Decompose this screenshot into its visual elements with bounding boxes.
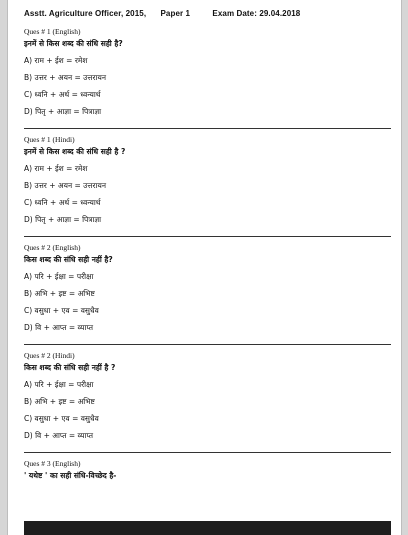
option-a: A) परि + ईक्षा = परीक्षा: [24, 272, 94, 281]
option-b: B) अभि + इष्ट = अभिष्ट: [24, 289, 95, 298]
question-text: इनमें से किस शब्द की संधि सही है?: [24, 39, 123, 48]
paper-label: Paper 1: [160, 9, 191, 18]
question-label: Ques # 2 (English): [24, 243, 81, 252]
exam-date: Exam Date: 29.04.2018: [212, 9, 301, 18]
question-block: [24, 135, 392, 231]
option-b: B) अभि + इष्ट = अभिष्ट: [24, 397, 95, 406]
divider: [24, 236, 391, 237]
exam-title: Asstt. Agriculture Officer, 2015,: [24, 9, 147, 18]
exam-header: [24, 9, 300, 18]
question-label: Ques # 2 (Hindi): [24, 351, 75, 360]
option-d: D) पितृ + आज्ञा = पित्राज्ञा: [24, 215, 102, 224]
question-block: [24, 459, 392, 487]
option-d: D) वि + आप्त = व्याप्त: [24, 323, 93, 332]
option-c: C) ध्वनि + अर्थ = ध्वन्यार्थ: [24, 198, 101, 207]
question-text: किस शब्द की संधि सही नहीं है ?: [24, 363, 116, 372]
question-block: [24, 27, 392, 123]
question-label: Ques # 3 (English): [24, 459, 81, 468]
option-b: B) उत्तर + अयन = उत्तरायन: [24, 73, 106, 82]
question-block: [24, 351, 392, 447]
question-text: इनमें से किस शब्द की संधि सही है ?: [24, 147, 126, 156]
option-c: C) वसुधा + एव = वसुधैव: [24, 306, 99, 315]
divider: [24, 452, 391, 453]
option-c: C) वसुधा + एव = वसुधैव: [24, 414, 99, 423]
question-text: किस शब्द की संधि सही नहीं है?: [24, 255, 113, 264]
option-a: A) राम + ईश = रमेश: [24, 164, 88, 173]
divider: [24, 344, 391, 345]
question-label: Ques # 1 (English): [24, 27, 81, 36]
option-a: A) राम + ईश = रमेश: [24, 56, 88, 65]
option-b: B) उत्तर + अयन = उत्तरायन: [24, 181, 106, 190]
option-d: D) पितृ + आज्ञा = पित्राज्ञा: [24, 107, 102, 116]
option-a: A) परि + ईक्षा = परीक्षा: [24, 380, 94, 389]
option-d: D) वि + आप्त = व्याप्त: [24, 431, 93, 440]
question-text: ' यथेष्ट ' का सही संधि-विच्छेद है-: [24, 471, 117, 480]
option-c: C) ध्वनि + अर्थ = ध्वन्यार्थ: [24, 90, 101, 99]
divider: [24, 128, 391, 129]
page-bottom-bar: [24, 521, 391, 535]
question-label: Ques # 1 (Hindi): [24, 135, 75, 144]
document-page: [7, 0, 402, 535]
question-block: [24, 243, 392, 339]
